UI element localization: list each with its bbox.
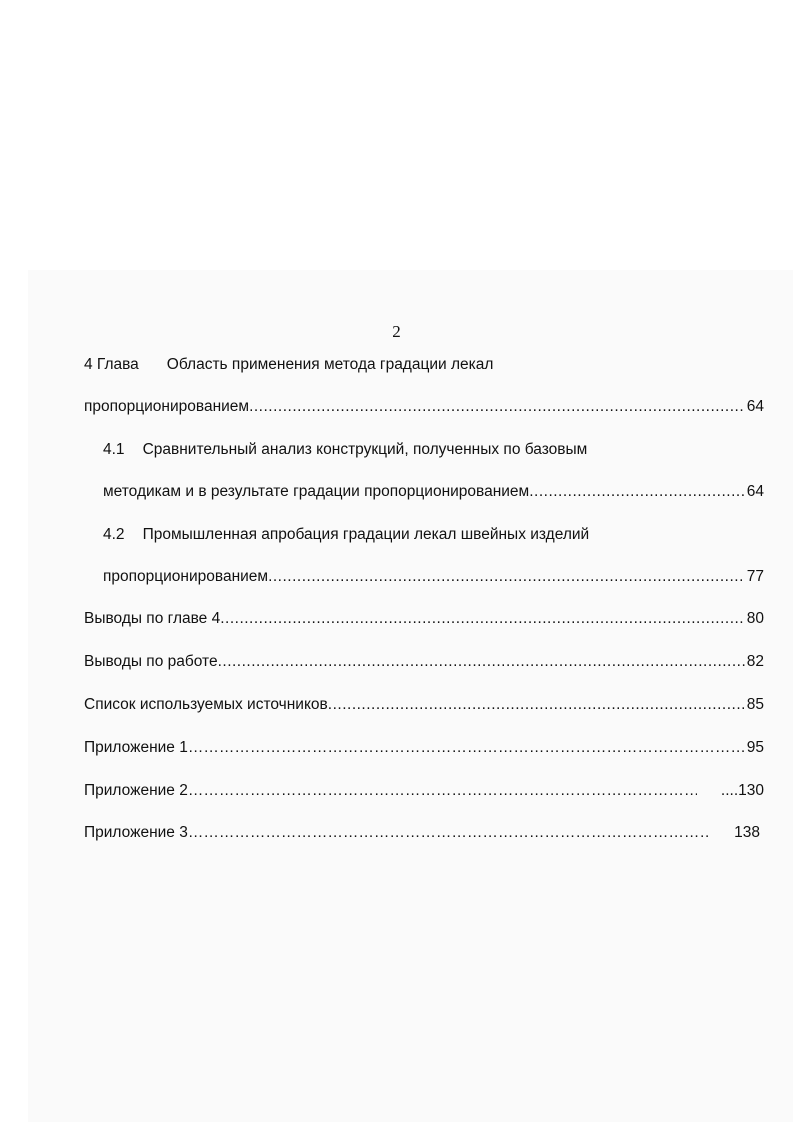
entry-label: Приложение 2 xyxy=(84,782,188,799)
chapter-number: 4 Глава xyxy=(84,356,139,373)
toc-entry-section-4-2[interactable] xyxy=(103,567,764,587)
toc-entry-conclusions-chapter-4[interactable] xyxy=(84,609,764,629)
entry-label: Приложение 3 xyxy=(84,824,188,841)
toc-entry-references[interactable] xyxy=(84,695,764,715)
toc-entry-chapter-4[interactable] xyxy=(84,397,764,417)
chapter-4-heading xyxy=(84,355,493,375)
page-ref: 80 xyxy=(746,610,764,627)
section-title-line2: пропорционированием xyxy=(103,568,269,585)
entry-label: Выводы по главе 4 xyxy=(84,610,221,627)
entry-label: Список используемых источников xyxy=(84,696,328,713)
section-number: 4.1 xyxy=(103,441,125,458)
dot-leader xyxy=(218,652,745,672)
toc-entry-section-4-1[interactable] xyxy=(103,482,764,502)
dot-leader xyxy=(220,609,745,629)
entry-label: Приложение 1 xyxy=(84,739,188,756)
page-ref: 64 xyxy=(746,483,764,500)
page-ref: ....130 xyxy=(720,782,764,799)
page-ref: 138 xyxy=(734,824,760,841)
chapter-title-line2: пропорционированием xyxy=(84,398,250,415)
page-ref: 95 xyxy=(746,739,764,756)
dot-leader xyxy=(188,738,745,758)
toc-entry-appendix-3[interactable] xyxy=(84,823,760,843)
page-ref: 82 xyxy=(746,653,764,670)
page-number: 2 xyxy=(392,322,401,341)
page-ref: 85 xyxy=(746,696,764,713)
page-ref: 77 xyxy=(746,568,764,585)
dot-leader xyxy=(328,695,745,715)
section-4-2-heading xyxy=(103,525,589,545)
entry-label: Выводы по работе xyxy=(84,653,218,670)
toc-entry-conclusions-work[interactable] xyxy=(84,652,764,672)
chapter-title-line1: Область применения метода градации лекал xyxy=(166,356,494,373)
section-title-line2: методикам и в результате градации пропорционированием xyxy=(103,483,530,500)
dot-leader xyxy=(268,567,745,587)
toc-entry-appendix-1[interactable] xyxy=(84,738,764,758)
toc-entry-appendix-2[interactable] xyxy=(84,781,764,801)
page-ref: 64 xyxy=(746,398,764,415)
section-number: 4.2 xyxy=(103,526,125,543)
dot-leader xyxy=(188,823,708,843)
dot-leader xyxy=(188,781,697,801)
section-title-line1: Промышленная апробация градации лекал швейных изделий xyxy=(142,526,590,543)
dot-leader xyxy=(529,482,745,502)
section-4-1-heading xyxy=(103,440,587,460)
dot-leader xyxy=(249,397,745,417)
section-title-line1: Сравнительный анализ конструкций, полученных по базовым xyxy=(142,441,588,458)
